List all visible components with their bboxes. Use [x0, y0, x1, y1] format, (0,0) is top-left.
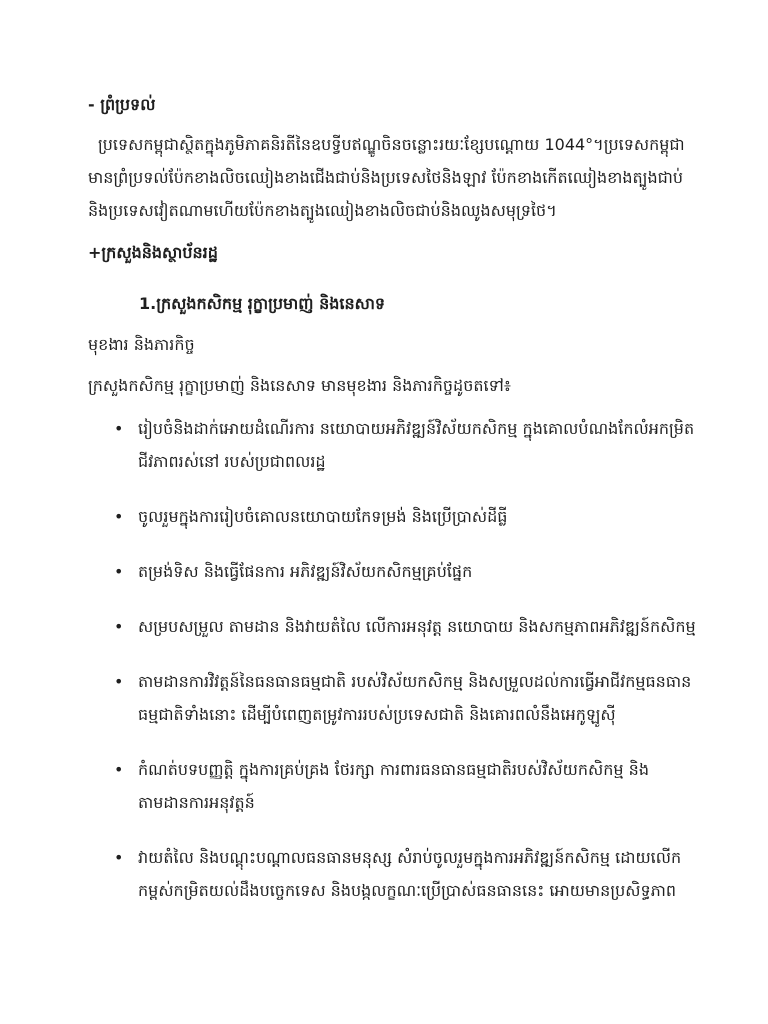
duties-list	[88, 412, 698, 929]
list-item-text: តម្រង់ទិស និងធ្វើផែនការ អភិវឌ្ឍន៍វិស័យកសិកម្មគ្រប់ផ្នែក	[138, 562, 473, 581]
bullet-icon: •	[114, 672, 124, 691]
list-item	[88, 500, 698, 533]
bullet-icon: •	[114, 419, 124, 438]
list-item-text: វាយតំលៃ និងបណ្តុះបណ្តាលធនធានមនុស្ស សំរាប់ចូលរួមក្នុងការអភិវឌ្ឍន៍កសិកម្ម ដោយលើកកម្ពស់កម្រិតយល់ដឹងបច្ចេកទេស និងបង្កលក្ខណៈប្រើប្រាស់ធនធាននេះ អោយមានប្រសិទ្ធភាព	[138, 848, 682, 900]
duties-label: មុខងារ និងភារកិច្ច	[88, 335, 195, 354]
list-item	[88, 753, 698, 819]
bullet-icon: •	[114, 848, 124, 867]
heading-border: - ព្រំប្រទល់	[88, 95, 156, 114]
list-item	[88, 665, 698, 731]
list-item-text: សម្របសម្រួល តាមដាន និងវាយតំលៃ លើការអនុវត្ត នយោបាយ និងសកម្មភាពអភិវឌ្ឍន៍កសិកម្ម	[138, 617, 696, 636]
list-item-text: ចូលរួមក្នុងការរៀបចំគោលនយោបាយកែទម្រង់ និងប្រើប្រាស់ដីធ្លី	[138, 507, 508, 526]
bullet-icon: •	[114, 760, 124, 779]
list-item	[88, 555, 698, 588]
duties-intro: ក្រសួងកសិកម្ម រុក្ខាប្រមាញ់ និងនេសាទ មានមុខងារ និងភារកិច្ចដូចតទៅ៖	[88, 376, 511, 395]
bullet-icon: •	[114, 507, 124, 526]
border-paragraph: ប្រទេសកម្ពុជាស្ថិតក្នុងភូមិភាគនិរតីនៃឧបទ្វីបឥណ្ឌូចិនចន្លោះរយៈខ្សែបណ្តោយ 1044°។ប្រទេសកម្ពុជាមានព្រំប្រទល់ប៉ែកខាងលិចឈៀងខាងជើងជាប់និងប្រទេសថៃនិងឡាវ ប៉ែកខាងកើតឈៀងខាងត្បូងជាប់និងប្រទេសវៀតណាមហើយប៉ែកខាងត្បូងឈៀងខាងលិចជាប់និងឈូងសមុទ្រថៃ។	[88, 135, 685, 220]
list-item-text: រៀបចំនិងដាក់អោយដំណើរការ នយោបាយអភិវឌ្ឍន៍វិស័យកសិកម្ម ក្នុងគោលបំណងកែលំអកម្រិតជីវភាពរស់នៅ របស់ប្រជាពលរដ្ឋ	[138, 419, 695, 471]
list-item-text: តាមដានការវិវត្តន៍នៃធនធានធម្មជាតិ របស់វិស័យកសិកម្ម និងសម្រួលដល់ការធ្វើអាជីវកម្មធនធានធម្មជាតិទាំងនោះ ដើម្បីបំពេញតម្រូវការរបស់ប្រទេសជាតិ និងគោរពលំនឹងអេកូឡូស៊ី	[138, 672, 692, 724]
heading-ministries: +ក្រសួងនិងស្ថាប័នរដ្ឋ	[88, 243, 218, 262]
list-item	[88, 412, 698, 478]
bullet-icon: •	[114, 617, 124, 636]
list-item	[88, 610, 698, 643]
list-item	[88, 841, 698, 907]
bullet-icon: •	[114, 562, 124, 581]
heading-ministry-agriculture: 1.ក្រសួងកសិកម្ម រុក្ខាប្រមាញ់ និងនេសាទ	[139, 294, 386, 313]
list-item-text: កំណត់បទបញ្ញត្តិ ក្នុងការគ្រប់គ្រង ថែរក្សា ការពារធនធានធម្មជាតិរបស់វិស័យកសិកម្ម និងតាមដានការអនុវត្តន៍	[138, 760, 649, 812]
